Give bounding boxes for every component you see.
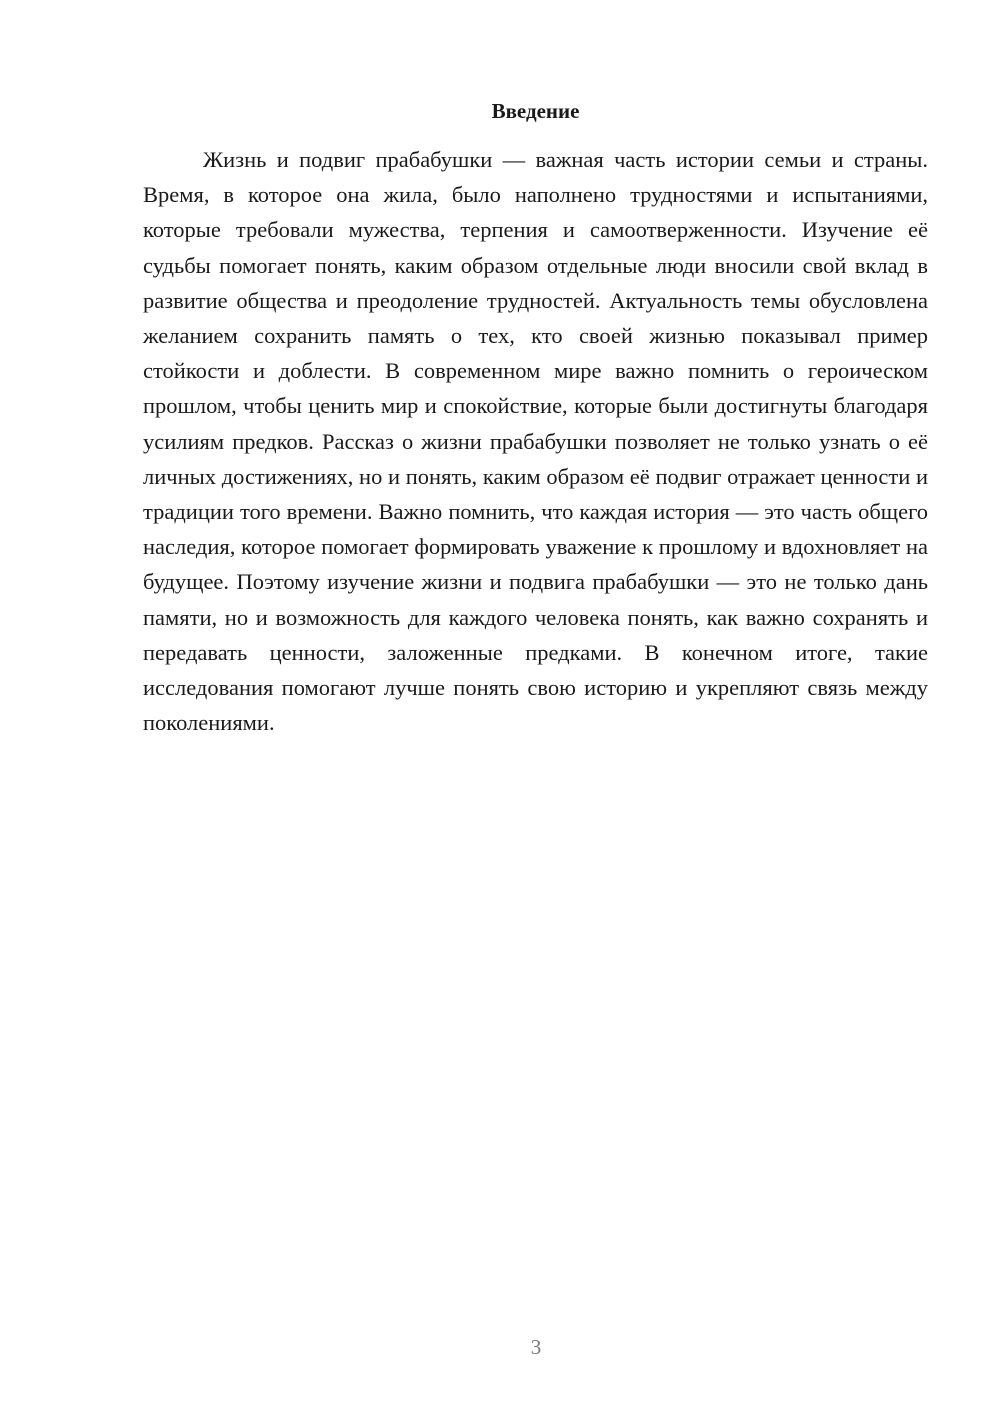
page-number: 3: [530, 1335, 542, 1359]
section-heading: Введение: [491, 99, 580, 123]
body-paragraph: Жизнь и подвиг прабабушки — важная часть истории семьи и страны. Время, в которое она жила, было наполнено трудностями и испытаниями, которые требовали мужества, терпения и самоотверженности. Изучение её судьбы помогает понять, каким образом отдельные люди вносили свой вклад в развитие общества и преодоление трудностей. Актуальность темы обусловлена желанием сохранить память о тех, кто своей жизнью показывал пример стойкости и доблести. В современном мире важно помнить о героическом прошлом, чтобы ценить мир и спокойствие, которые были достигнуты благодаря усилиям предков. Рассказ о жизни прабабушки позволяет не только узнать о её личных достижениях, но и понять, каким образом её подвиг отражает ценности и традиции того времени. Важно помнить, что каждая история — это часть общего наследия, которое помогает формировать уважение к прошлому и вдохновляет на будущее. Поэтому изучение жизни и подвига прабабушки — это не только дань памяти, но и возможность для каждого человека понять, как важно сохранять и передавать ценности, заложенные предками. В конечном итоге, такие исследования помогают лучше понять свою историю и укрепляют связь между поколениями.: [143, 147, 928, 736]
